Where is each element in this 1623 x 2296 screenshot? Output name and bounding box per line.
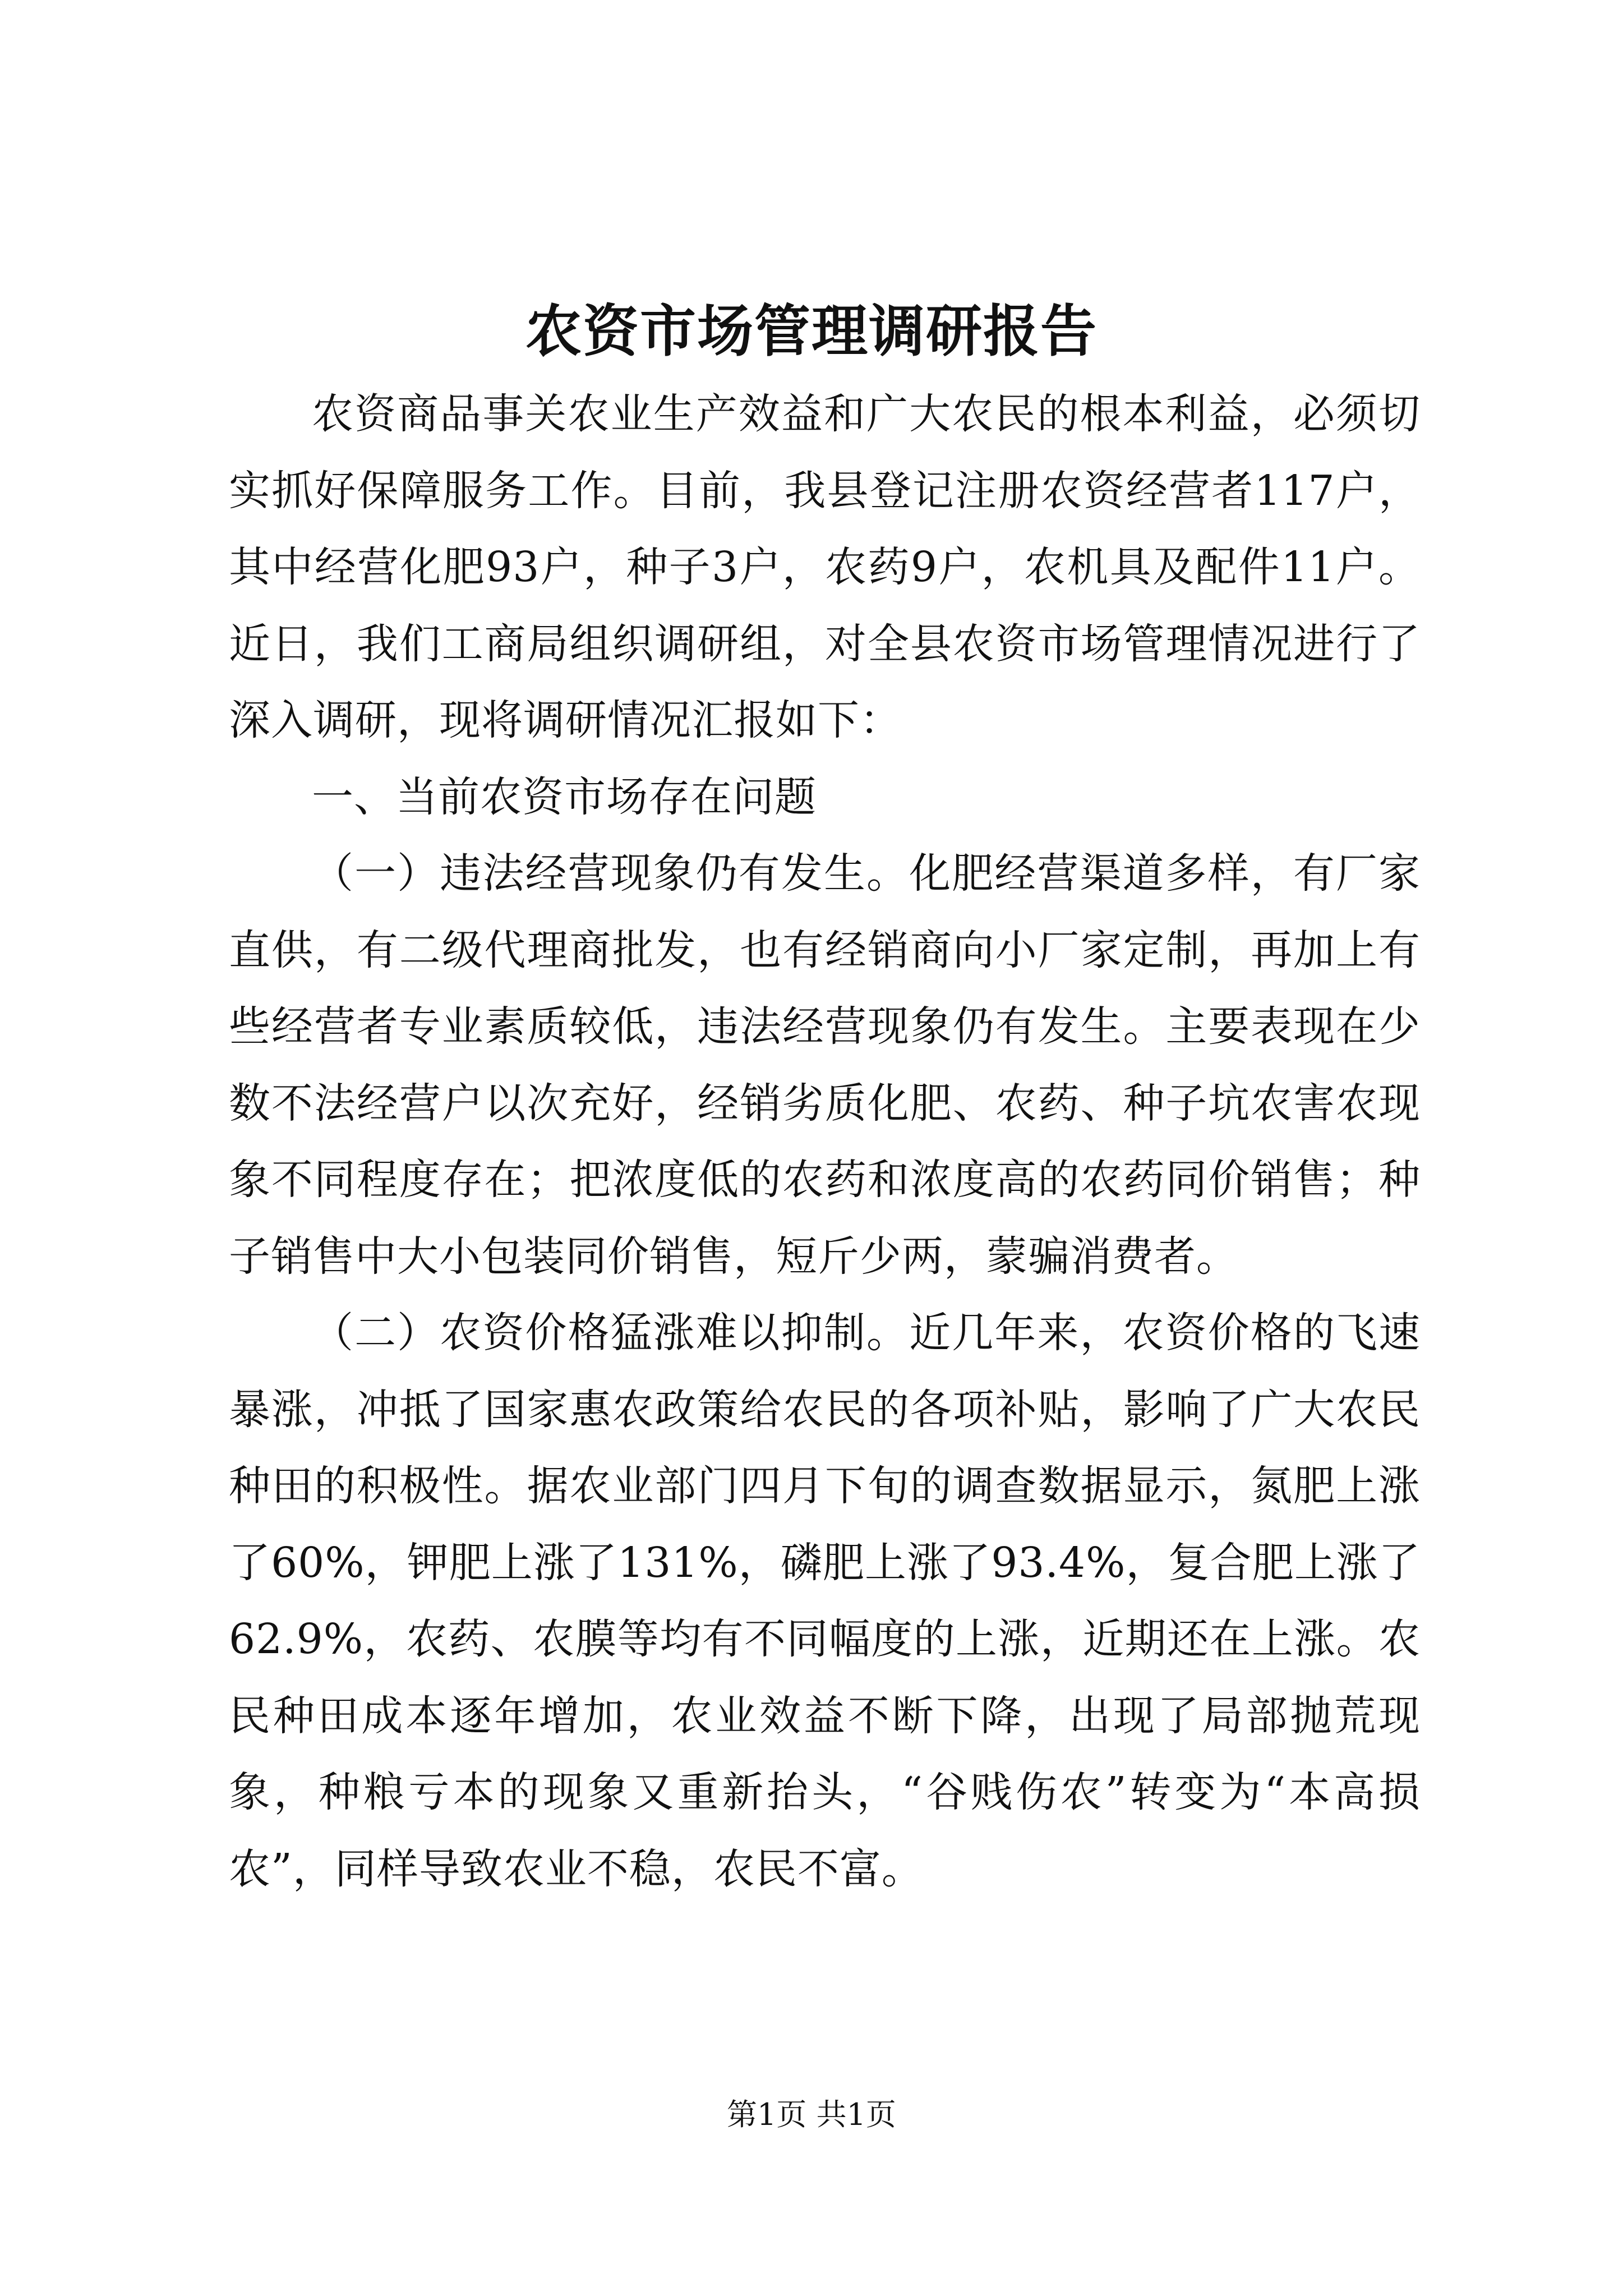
document-body bbox=[229, 376, 1421, 1907]
issue-paragraph-2: （二）农资价格猛涨难以抑制。近几年来，农资价格的飞速暴涨，冲抵了国家惠农政策给农民的各项补贴，影响了广大农民种田的积极性。据农业部门四月下旬的调查数据显示，氮肥上涨了60%，钾肥上涨了131%，磷肥上涨了93.4%，复合肥上涨了62.9%，农药、农膜等均有不同幅度的上涨，近期还在上涨。农民种田成本逐年增加，农业效益不断下降，出现了局部抛荒现象，种粮亏本的现象又重新抬头，“谷贱伤农”转变为“本高损农”，同样导致农业不稳，农民不富。 bbox=[229, 1309, 1421, 1893]
issue-paragraph-1: （一）违法经营现象仍有发生。化肥经营渠道多样，有厂家直供，有二级代理商批发，也有经销商向小厂家定制，再加上有些经营者专业素质较低，违法经营现象仍有发生。主要表现在少数不法经营户以次充好，经销劣质化肥、农药、种子坑农害农现象不同程度存在；把浓度低的农药和浓度高的农药同价销售；种子销售中大小包装同价销售，短斤少两，蒙骗消费者。 bbox=[229, 849, 1421, 1281]
document-title: 农资市场管理调研报告 bbox=[525, 298, 1098, 364]
page-number-label: 第1页 共1页 bbox=[727, 2097, 896, 2132]
section-heading: 一、当前农资市场存在问题 bbox=[312, 772, 817, 821]
intro-paragraph: 农资商品事关农业生产效益和广大农民的根本利益，必须切实抓好保障服务工作。目前，我县登记注册农资经营者117户，其中经营化肥93户，种子3户，农药9户，农机具及配件11户。近日，我们工商局组织调研组，对全县农资市场管理情况进行了深入调研，现将调研情况汇报如下： bbox=[229, 390, 1421, 744]
page-footer bbox=[0, 2095, 1623, 2134]
